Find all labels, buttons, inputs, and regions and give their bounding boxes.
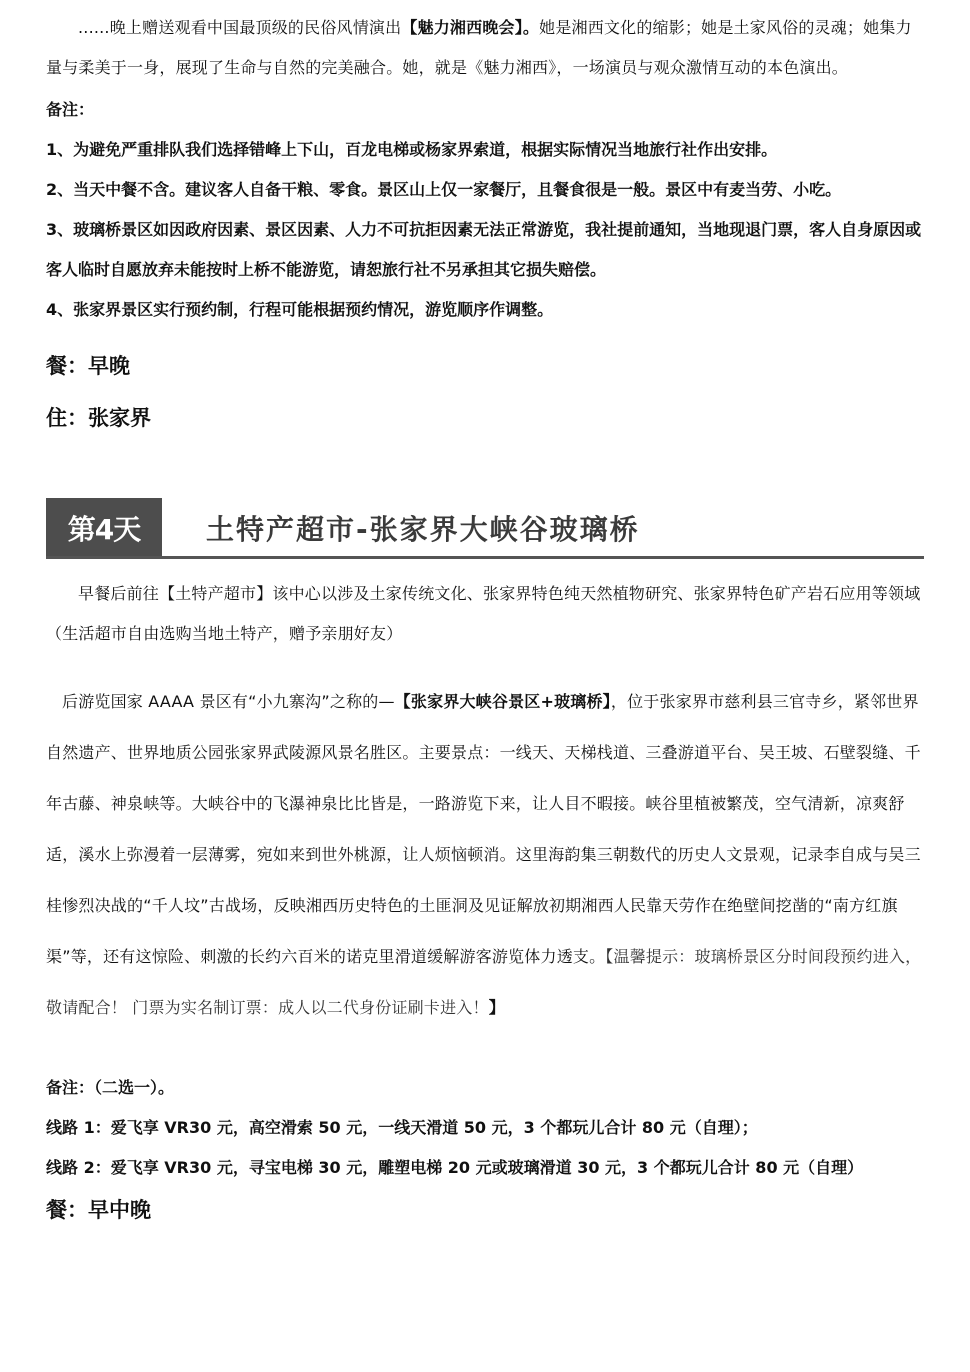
warm-tip: 【温馨提示：玻璃桥景区分时间段预约进入，敬请配合！ 门票为实名制订票：成人以二代身份证刷卡进入！ (46, 947, 922, 1017)
note-item: 2、当天中餐不含。建议客人自备干粮、零食。景区山上仅一家餐厅，且餐食很是一般。景区中有麦当劳、小吃。 (46, 180, 842, 199)
day-header (46, 498, 924, 560)
route-option-1: 线路 1：爱飞享 VR30 元，高空滑索 50 元，一线天滑道 50 元，3 个都玩儿合计 80 元（自理）； (46, 1118, 758, 1137)
attraction-name: 【张家界大峡谷景区+玻璃桥】 (394, 692, 611, 711)
day4-paragraph-2 (46, 676, 924, 1033)
day-divider (46, 556, 924, 559)
para2-text-cont: ，位于张家界市慈利县三官寺乡，紧邻世界自然遗产、世界地质公园张家界武陵源风景名胜区。主要景点：一线天、天梯栈道、三叠游道平台、吴王坡、石壁裂缝、千年古藤、神泉峡等。大峡谷中的飞瀑神泉比比皆是，一路游览下来，让人目不暇接。峡谷里植被繁茂，空气清新，凉爽舒适，溪水上弥漫着一层薄雾，宛如来到世外桃源，让人烦恼顿消。这里海韵集三朝数代的历史人文景观，记录李自成与吴三桂惨烈决战的“千人坟”古战场，反映湘西历史特色的土匪洞及见证解放初期湘西人民靠天劳作在绝壁间挖凿的“南方红旗渠”等，还有这惊险、刺激的长约六百米的诺克里滑道缓解游客游览体力透支。 (46, 692, 921, 966)
warm-tip-close: 】 (488, 998, 505, 1017)
day4-paragraph-1: 早餐后前往【土特产超市】该中心以涉及土家传统文化、张家界特色纯天然植物研究、张家界特色矿产岩石应用等领域（生活超市自由选购当地土特产，赠予亲朋好友） (46, 584, 921, 643)
intro-text-cont: 她是湘西文化的缩影；她是土家风俗的灵魂；她集力量与柔美于一身，展现了生命与自然的完美融合。她，就是《魅力湘西》，一场演员与观众激情互动的本色演出。 (46, 18, 912, 77)
intro-text: ......晚上赠送观看中国最顶级的民俗风情演出 (78, 18, 402, 37)
notes-title: 备注：（二选一）。 (46, 1078, 175, 1097)
day4-notes (46, 1068, 924, 1232)
intro-paragraph (46, 8, 924, 88)
show-name: 【魅力湘西晚会】。 (401, 18, 540, 37)
meals-label: 餐：早晚 (46, 354, 130, 378)
day-badge: 第4天 (46, 498, 162, 558)
notes-title: 备注： (46, 100, 95, 119)
day3-summary (46, 340, 924, 444)
note-item: 4、张家界景区实行预约制，行程可能根据预约情况，游览顺序作调整。 (46, 300, 554, 319)
route-option-2: 线路 2：爱飞享 VR30 元，寻宝电梯 30 元，雕塑电梯 20 元或玻璃滑道 30 元，3 个都玩儿合计 80 元（自理） (46, 1158, 864, 1177)
para2-text: 后游览国家 AAAA 景区有“小九寨沟”之称的— (62, 692, 395, 711)
day3-notes (46, 90, 924, 330)
note-item: 1、为避免严重排队我们选择错峰上下山，百龙电梯或杨家界索道，根据实际情况当地旅行社作出安排。 (46, 140, 778, 159)
lodging-label: 住：张家界 (46, 406, 151, 430)
day-title: 土特产超市-张家界大峡谷玻璃桥 (206, 513, 640, 546)
meals-label: 餐：早中晚 (46, 1198, 151, 1222)
note-item: 3、玻璃桥景区如因政府因素、景区因素、人力不可抗拒因素无法正常游览，我社提前通知，当地现退门票，客人自身原因或客人临时自愿放弃未能按时上桥不能游览，请恕旅行社不另承担其它损失赔偿。 (46, 220, 922, 279)
